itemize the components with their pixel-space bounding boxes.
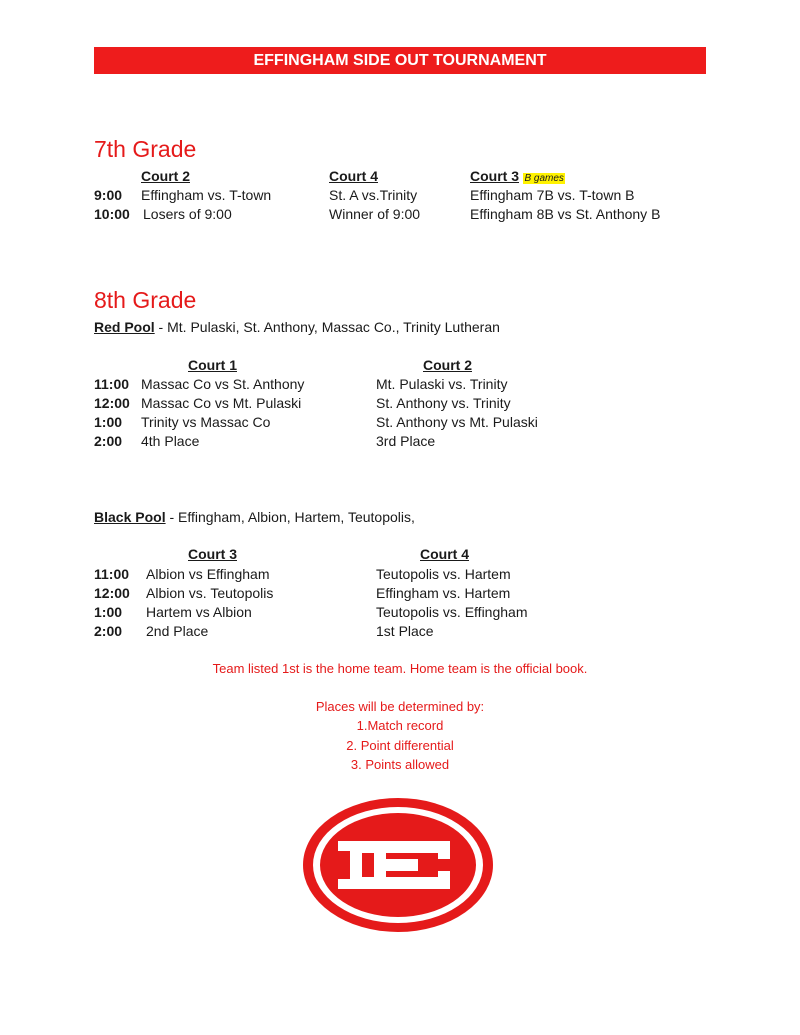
red-pool-row-4-court-a: 4th Place (141, 433, 200, 449)
seventh-row-1-court-b: St. A vs.Trinity (329, 187, 418, 203)
seventh-row-2-court-a: Losers of 9:00 (143, 206, 232, 222)
places-item-1: 1.Match record (356, 718, 444, 733)
seventh-row-2-court-c: Effingham 8B vs St. Anthony B (470, 206, 661, 222)
places-item-3: 3. Points allowed (350, 757, 450, 772)
black-pool-row-2-time: 12:00 (94, 585, 130, 601)
red-pool-label: Red Pool (94, 319, 155, 335)
red-pool-court-header-1: Court 1 (188, 357, 237, 373)
home-team-note: Team listed 1st is the home team. Home team is the official book. (212, 661, 588, 676)
red-pool-row-1-court-b: Mt. Pulaski vs. Trinity (376, 376, 508, 392)
red-pool-line (94, 319, 500, 335)
black-pool-row-4-court-a: 2nd Place (146, 623, 209, 639)
places-item-2: 2. Point differential (346, 738, 454, 753)
red-pool-row-1-court-a: Massac Co vs St. Anthony (141, 376, 305, 392)
seventh-row-2-court-b: Winner of 9:00 (329, 206, 421, 222)
black-pool-row-1-court-a: Albion vs Effingham (146, 566, 270, 582)
black-pool-line (94, 509, 415, 525)
black-pool-row-2-court-a: Albion vs. Teutopolis (146, 585, 274, 601)
black-pool-row-1-time: 11:00 (94, 566, 130, 582)
seventh-court-header-1: Court 2 (141, 168, 190, 184)
effingham-e-logo-icon (300, 795, 496, 940)
red-pool-row-4-court-b: 3rd Place (376, 433, 436, 449)
red-pool-row-3-court-a: Trinity vs Massac Co (141, 414, 271, 430)
red-pool-row-4-time: 2:00 (94, 433, 123, 449)
red-pool-court-header-2: Court 2 (423, 357, 472, 373)
black-pool-row-4-time: 2:00 (94, 623, 123, 639)
seventh-grade-heading: 7th Grade (94, 136, 197, 162)
black-pool-row-2-court-b: Effingham vs. Hartem (376, 585, 511, 601)
black-pool-court-header-1: Court 3 (188, 546, 237, 562)
seventh-court-header-2: Court 4 (329, 168, 378, 184)
black-pool-row-4-court-b: 1st Place (376, 623, 434, 639)
eighth-grade-heading: 8th Grade (94, 287, 197, 313)
black-pool-court-header-2: Court 4 (420, 546, 469, 562)
seventh-court-header-3-group (470, 168, 565, 186)
logo-svg (300, 795, 496, 935)
places-heading: Places will be determined by: (315, 699, 485, 714)
red-pool-row-2-court-a: Massac Co vs Mt. Pulaski (141, 395, 302, 411)
black-pool-row-3-court-a: Hartem vs Albion (146, 604, 252, 620)
seventh-row-1-time: 9:00 (94, 187, 123, 203)
black-pool-row-3-court-b: Teutopolis vs. Effingham (376, 604, 528, 620)
black-pool-label: Black Pool (94, 509, 166, 525)
red-pool-row-3-time: 1:00 (94, 414, 123, 430)
red-pool-teams: - Mt. Pulaski, St. Anthony, Massac Co., Trinity Lutheran (154, 319, 500, 335)
seventh-row-1-court-c: Effingham 7B vs. T-town B (470, 187, 635, 203)
b-games-highlight: B games (524, 173, 564, 184)
red-pool-row-2-time: 12:00 (94, 395, 130, 411)
red-pool-row-2-court-b: St. Anthony vs. Trinity (376, 395, 511, 411)
red-pool-row-1-time: 11:00 (94, 376, 130, 392)
seventh-court-header-3: Court 3 (470, 168, 519, 184)
black-pool-row-3-time: 1:00 (94, 604, 123, 620)
seventh-row-1-court-a: Effingham vs. T-town (141, 187, 272, 203)
red-pool-row-3-court-b: St. Anthony vs Mt. Pulaski (376, 414, 538, 430)
tournament-title: EFFINGHAM SIDE OUT TOURNAMENT (253, 52, 547, 69)
black-pool-row-1-court-b: Teutopolis vs. Hartem (376, 566, 511, 582)
seventh-row-2-time: 10:00 (94, 206, 130, 222)
black-pool-teams: - Effingham, Albion, Hartem, Teutopolis, (165, 509, 415, 525)
tournament-title-banner (94, 47, 706, 74)
